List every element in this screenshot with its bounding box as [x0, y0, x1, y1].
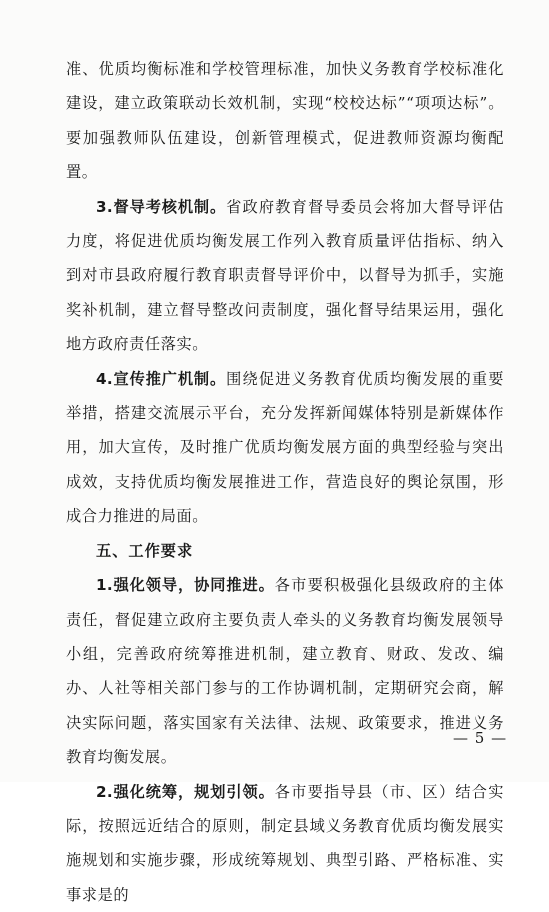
paragraph-heading: 4.宣传推广机制。 — [96, 369, 227, 388]
section-title: 五、工作要求 — [96, 541, 194, 560]
paragraph-heading: 3.督导考核机制。 — [96, 197, 227, 216]
paragraph-planning — [66, 775, 504, 912]
paragraph-continuation — [66, 52, 504, 190]
paragraph-text: 各市要指导县（市、区）结合实际，按照远近结合的原则，制定县域义务教育优质均衡发展实施规划和实施步骤，形成统筹规划、典型引路、严格标准、实事求是的 — [66, 782, 505, 904]
document-body — [66, 52, 504, 912]
paragraph-text: 各市要积极强化县级政府的主体责任，督促建立政府主要负责人牵头的义务教育均衡发展领导小组，完善政府统筹推进机制，建立教育、财政、发改、编办、人社等相关部门参与的工作协调机制，定期研究会商，解决实际问题，落实国家有关法律、法规、政策要求，推进义务教育均衡发展。 — [66, 576, 505, 767]
paragraph-text: 省政府教育督导委员会将加大督导评估力度，将促进优质均衡发展工作列入教育质量评估指标、纳入到对市县政府履行教育职责督导评价中，以督导为抓手，实施奖补机制，建立督导整改问责制度，强化督导结果运用，强化地方政府责任落实。 — [66, 197, 504, 354]
paragraph-heading: 2.强化统筹，规划引领。 — [96, 782, 275, 801]
paragraph-heading: 1.强化领导，协同推进。 — [96, 576, 275, 595]
paragraph-text: 围绕促进义务教育优质均衡发展的重要举措，搭建交流展示平台，充分发挥新闻媒体特别是新媒体作用，加大宣传，及时推广优质均衡发展方面的典型经验与突出成效，支持优质均衡发展推进工作，营造良好的舆论氛围，形成合力推进的局面。 — [66, 369, 504, 526]
paragraph-publicity-mechanism — [66, 362, 504, 534]
page-number: — 5 — — [453, 729, 508, 747]
paragraph-text: 准、优质均衡标准和学校管理标准，加快义务教育学校标准化建设，建立政策联动长效机制，实现“校校达标”“项项达标”。要加强教师队伍建设，创新管理模式，促进教师资源均衡配置。 — [66, 60, 504, 182]
paragraph-supervision-mechanism — [66, 190, 504, 362]
paragraph-leadership — [66, 568, 504, 774]
